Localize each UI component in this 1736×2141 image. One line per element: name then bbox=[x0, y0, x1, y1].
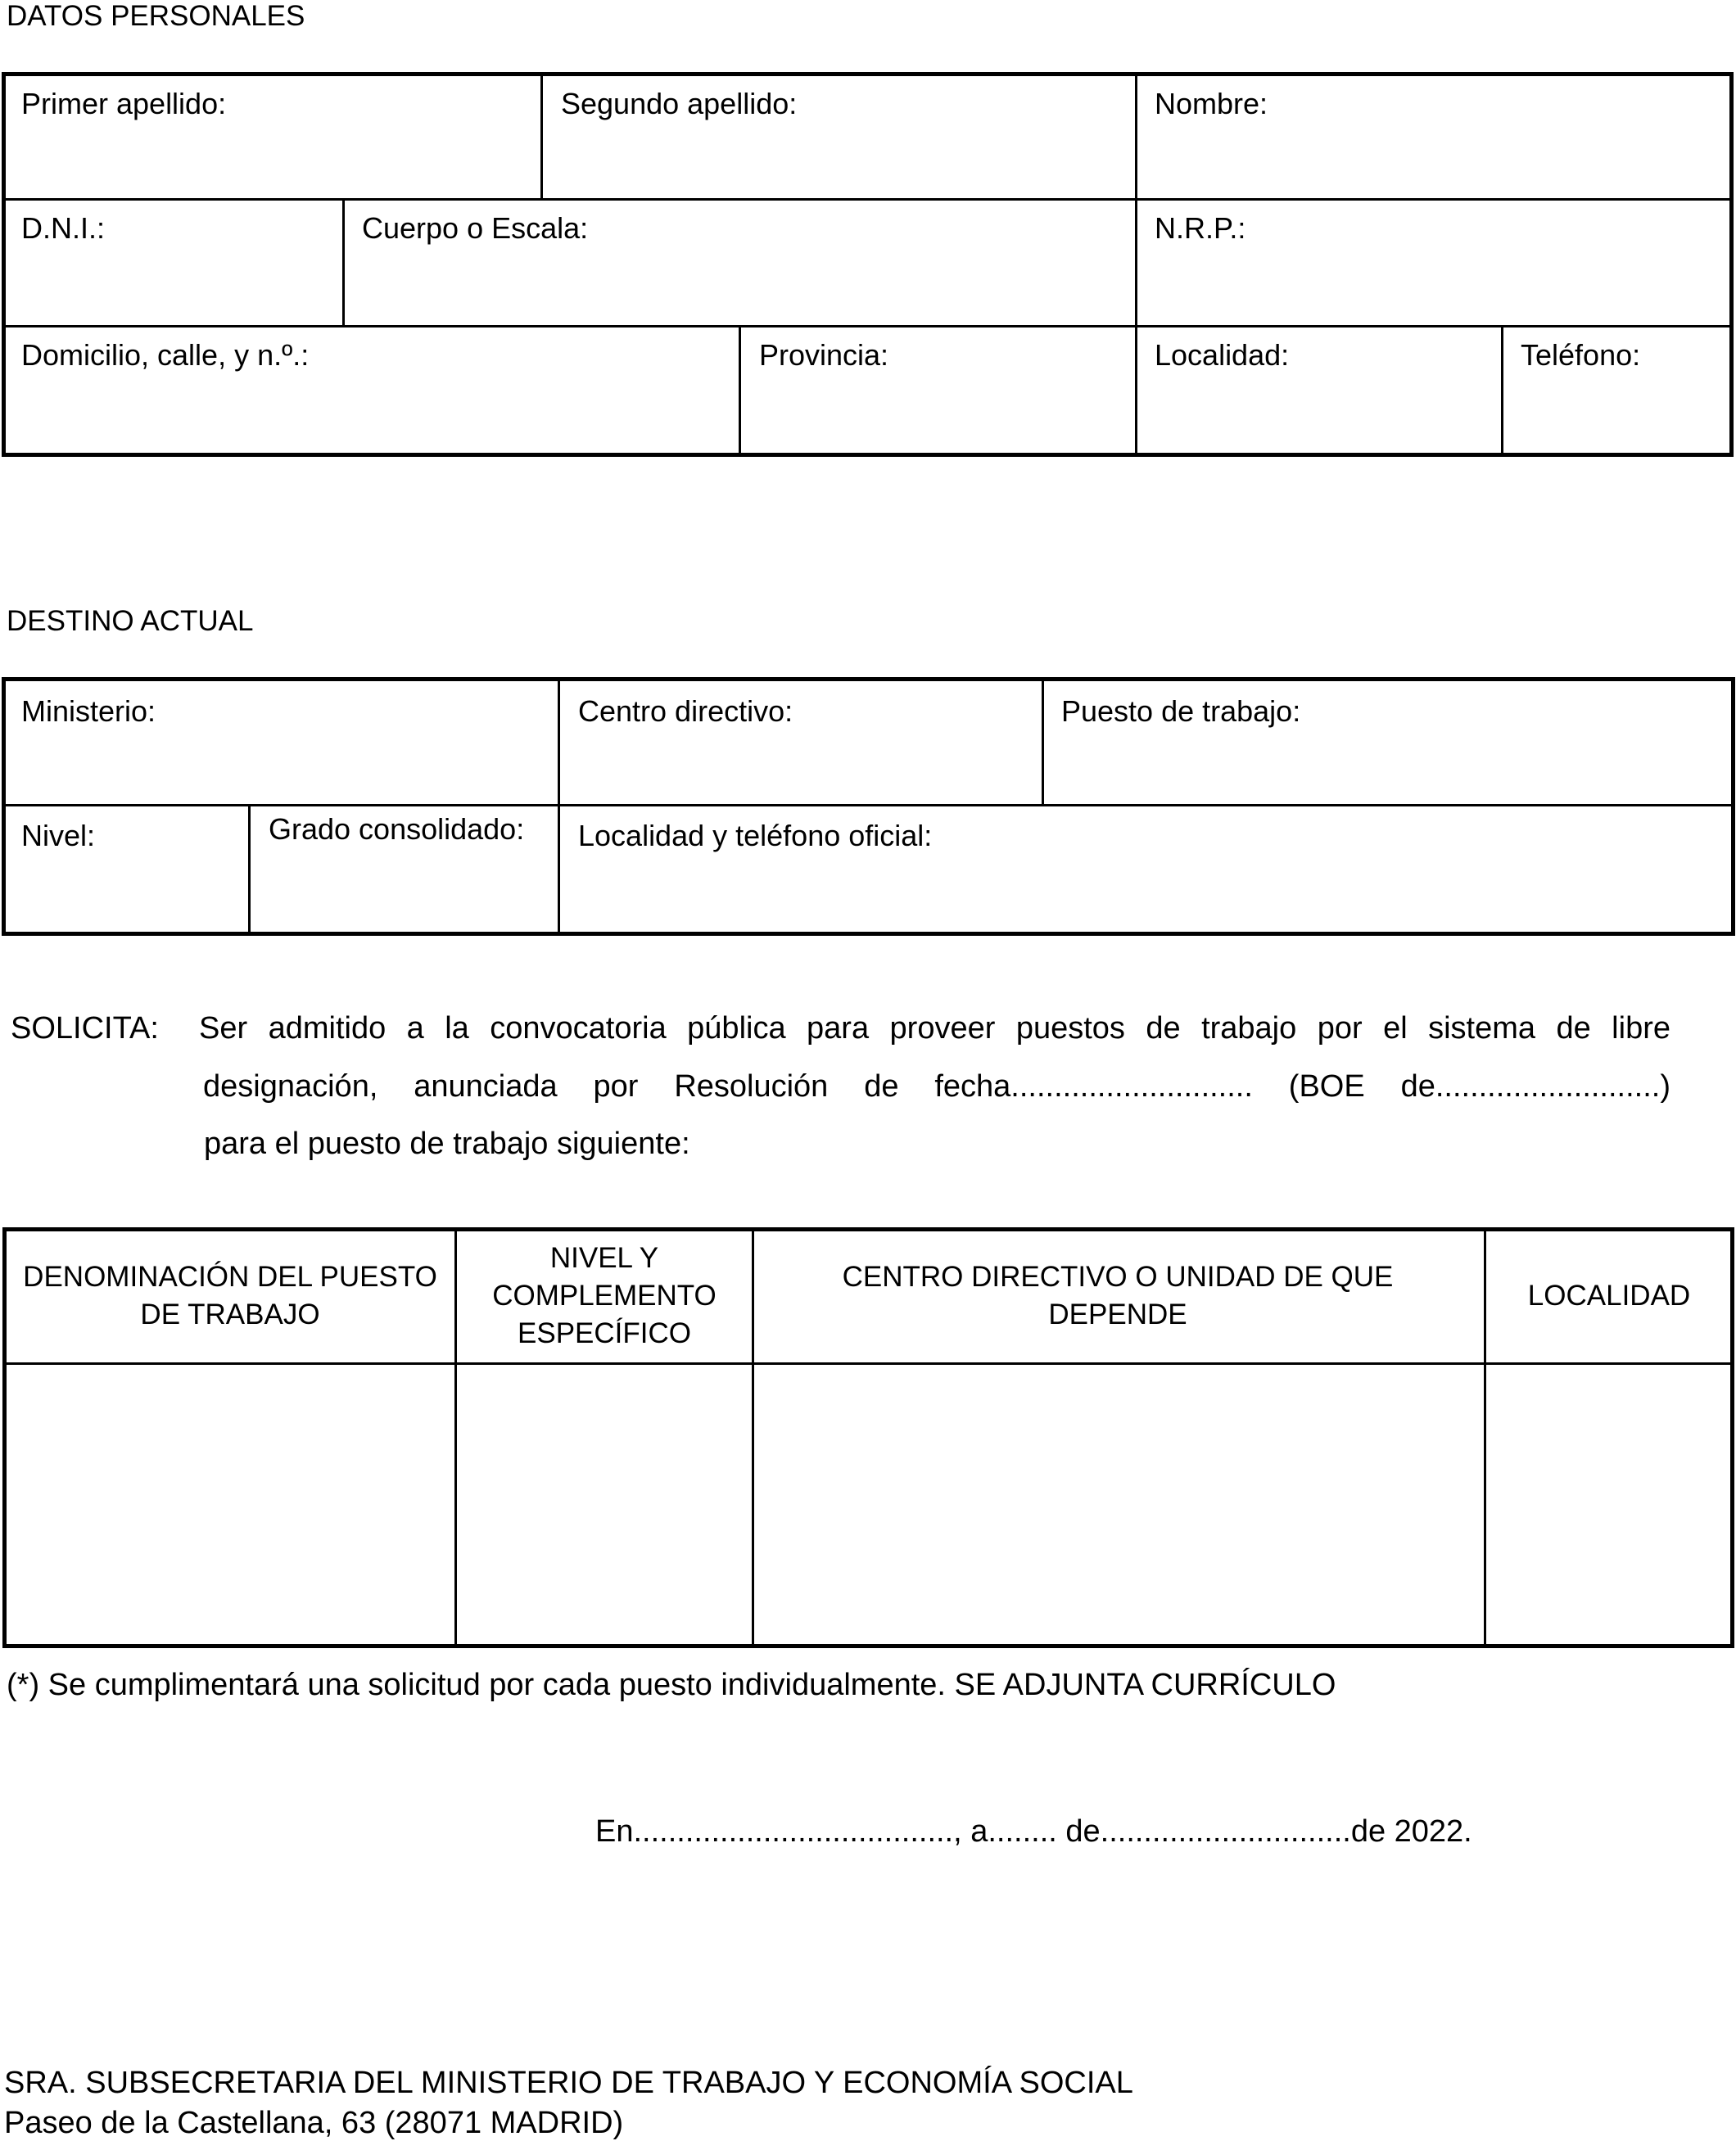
field-dni[interactable]: D.N.I.: bbox=[21, 211, 106, 245]
field-segundo-apellido[interactable]: Segundo apellido: bbox=[561, 87, 798, 120]
col-divider bbox=[248, 804, 251, 933]
destinatario-linea-2: Paseo de la Castellana, 63 (28071 MADRID) bbox=[4, 2106, 624, 2140]
destinatario-linea-1: SRA. SUBSECRETARIA DEL MINISTERIO DE TRABAJO Y ECONOMÍA SOCIAL bbox=[4, 2066, 1133, 2100]
col-divider bbox=[1501, 325, 1503, 454]
col-divider bbox=[342, 198, 345, 327]
field-telefono[interactable]: Teléfono: bbox=[1521, 338, 1641, 372]
solicita-label: SOLICITA: bbox=[11, 1011, 159, 1046]
field-puesto-trabajo[interactable]: Puesto de trabajo: bbox=[1061, 694, 1301, 728]
header-nivel-complemento: NIVEL Y COMPLEMENTO ESPECÍFICO bbox=[492, 1242, 717, 1349]
field-localidad-telefono[interactable]: Localidad y teléfono oficial: bbox=[578, 819, 933, 852]
solicita-line-2: designación, anunciada por Resolución de fecha............................ (BOE de..........................) bbox=[203, 1069, 1670, 1104]
header-divider bbox=[4, 1362, 1732, 1365]
col-divider bbox=[558, 679, 560, 933]
input-centro-directivo[interactable] bbox=[755, 1366, 1483, 1646]
col-divider bbox=[752, 1229, 754, 1646]
header-denominacion: DENOMINACIÓN DEL PUESTO DE TRABAJO bbox=[23, 1261, 437, 1330]
field-nombre[interactable]: Nombre: bbox=[1155, 87, 1268, 120]
header-localidad: LOCALIDAD bbox=[1527, 1280, 1691, 1312]
datos-personales-table bbox=[2, 72, 1734, 457]
field-localidad[interactable]: Localidad: bbox=[1155, 338, 1290, 372]
input-denominacion[interactable] bbox=[7, 1366, 454, 1646]
row-divider bbox=[3, 325, 1731, 327]
row-divider bbox=[3, 198, 1731, 201]
solicita-line-1: Ser admitido a la convocatoria pública para proveer puestos de trabajo por el sistema de libre bbox=[199, 1011, 1670, 1046]
field-nrp[interactable]: N.R.P.: bbox=[1155, 211, 1246, 245]
field-centro-directivo[interactable]: Centro directivo: bbox=[578, 694, 793, 728]
col-divider bbox=[739, 325, 741, 454]
nota-solicitud: (*) Se cumplimentará una solicitud por cada puesto individualmente. SE ADJUNTA CURRÍCULO bbox=[7, 1668, 1336, 1702]
field-domicilio[interactable]: Domicilio, calle, y n.º.: bbox=[21, 338, 310, 372]
field-grado-consolidado[interactable]: Grado consolidado: bbox=[269, 812, 525, 846]
input-localidad[interactable] bbox=[1487, 1366, 1732, 1646]
field-cuerpo-escala[interactable]: Cuerpo o Escala: bbox=[362, 211, 589, 245]
field-nivel[interactable]: Nivel: bbox=[21, 819, 96, 852]
row-divider bbox=[3, 804, 1733, 806]
destino-actual-table bbox=[2, 677, 1735, 936]
fecha-lugar[interactable]: En....................................., a........ de.............................de 2022. bbox=[595, 1814, 1472, 1849]
col-divider bbox=[454, 1229, 457, 1646]
field-ministerio[interactable]: Ministerio: bbox=[21, 694, 156, 728]
header-centro-directivo: CENTRO DIRECTIVO O UNIDAD DE QUE DEPENDE bbox=[842, 1261, 1394, 1330]
col-divider bbox=[540, 74, 543, 200]
col-divider bbox=[1042, 679, 1044, 806]
solicita-line-3: para el puesto de trabajo siguiente: bbox=[204, 1127, 690, 1161]
input-nivel-complemento[interactable] bbox=[458, 1366, 751, 1646]
field-provincia[interactable]: Provincia: bbox=[759, 338, 889, 372]
section-title-destino-actual: DESTINO ACTUAL bbox=[7, 605, 254, 637]
field-primer-apellido[interactable]: Primer apellido: bbox=[21, 87, 227, 120]
section-title-datos-personales: DATOS PERSONALES bbox=[7, 0, 305, 32]
col-divider bbox=[1135, 74, 1137, 454]
